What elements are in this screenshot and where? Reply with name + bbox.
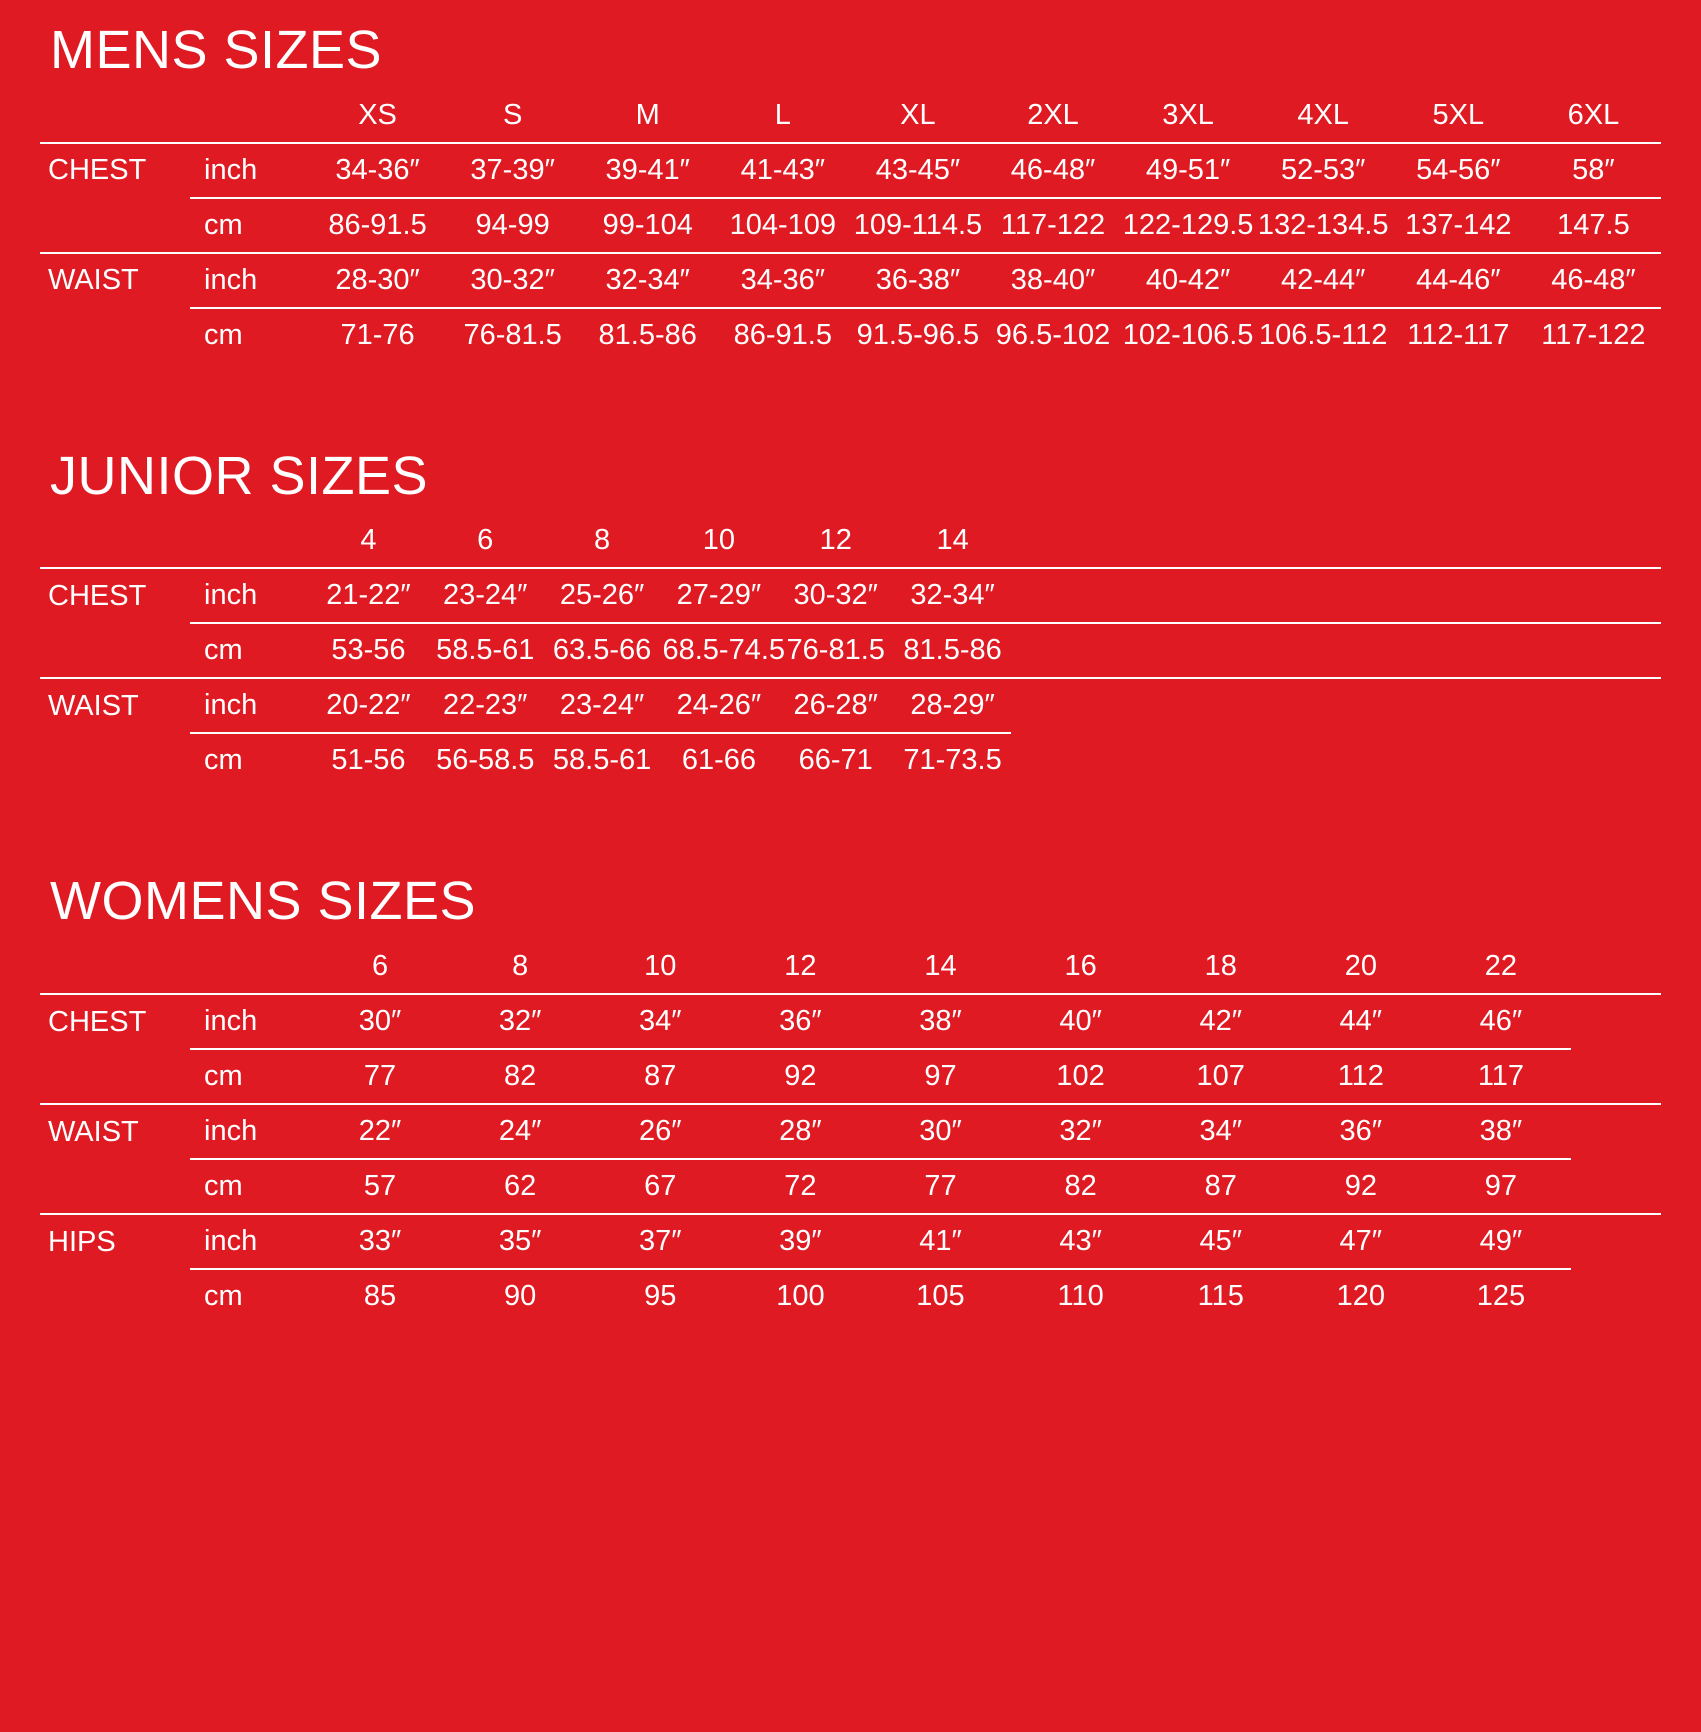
cell-value: 68.5-74.5 xyxy=(660,623,777,678)
size-header-14: 14 xyxy=(924,950,957,983)
cell-value: 45″ xyxy=(1151,1214,1291,1269)
table-row xyxy=(40,623,1661,678)
cell-value: 40-42″ xyxy=(1121,253,1256,308)
cell-value: 37-39″ xyxy=(445,143,580,198)
cell-value: 34″ xyxy=(590,994,730,1049)
cell-value: 94-99 xyxy=(445,198,580,253)
table-header-row xyxy=(40,514,1661,568)
cell-value: 105 xyxy=(870,1269,1010,1323)
size-header-6: 6 xyxy=(477,524,494,557)
cell-value: 34-36″ xyxy=(715,253,850,308)
cell-value: 109-114.5 xyxy=(850,198,985,253)
cell-value: 28-29″ xyxy=(894,678,1011,733)
row-label-chest: CHEST xyxy=(40,568,190,623)
cell-value: 76-81.5 xyxy=(445,308,580,362)
cell-value: 100 xyxy=(730,1269,870,1323)
cell-value: 67 xyxy=(590,1159,730,1214)
row-label-waist: WAIST xyxy=(40,1104,190,1159)
cell-value: 117 xyxy=(1431,1049,1571,1104)
cell-value: 117-122 xyxy=(985,198,1120,253)
size-header-m: M xyxy=(635,98,660,131)
cell-value: 35″ xyxy=(450,1214,590,1269)
cell-value: 42-44″ xyxy=(1256,253,1391,308)
cell-value: 26-28″ xyxy=(777,678,894,733)
table-junior-sizes xyxy=(40,514,1661,787)
cell-empty xyxy=(1191,568,1371,623)
row-unit-cm: cm xyxy=(190,733,310,787)
section-title-womens: WOMENS SIZES xyxy=(50,871,477,932)
cell-empty xyxy=(1551,568,1661,623)
cell-empty xyxy=(1571,1049,1661,1104)
section-mens-sizes xyxy=(40,22,1661,362)
size-header-s: S xyxy=(502,98,523,131)
cell-value: 46″ xyxy=(1431,994,1571,1049)
cell-value: 41″ xyxy=(870,1214,1010,1269)
row-label-empty xyxy=(40,1269,190,1323)
row-unit-cm: cm xyxy=(190,1049,310,1104)
cell-value: 62 xyxy=(450,1159,590,1214)
size-header-6: 6 xyxy=(371,950,389,983)
cell-value: 43″ xyxy=(1011,1214,1151,1269)
cell-value: 34″ xyxy=(1151,1104,1291,1159)
cell-value: 44″ xyxy=(1291,994,1431,1049)
row-unit-inch: inch xyxy=(190,1214,310,1269)
size-header-6xl: 6XL xyxy=(1567,98,1620,131)
cell-value: 36″ xyxy=(1291,1104,1431,1159)
section-junior-sizes xyxy=(40,445,1661,788)
size-header-l: L xyxy=(774,98,791,131)
row-unit-cm: cm xyxy=(190,1269,310,1323)
row-label-waist: WAIST xyxy=(40,678,190,733)
cell-value: 58″ xyxy=(1526,143,1661,198)
size-header-18: 18 xyxy=(1204,950,1237,983)
cell-value: 30-32″ xyxy=(445,253,580,308)
cell-empty xyxy=(1571,1104,1661,1159)
header-spacer-label xyxy=(40,514,190,568)
cell-value: 125 xyxy=(1431,1269,1571,1323)
cell-value: 47″ xyxy=(1291,1214,1431,1269)
cell-value: 92 xyxy=(730,1049,870,1104)
cell-value: 86-91.5 xyxy=(310,198,445,253)
table-row xyxy=(40,1269,1661,1323)
cell-value: 120 xyxy=(1291,1269,1431,1323)
cell-empty xyxy=(1371,623,1551,678)
cell-value: 46-48″ xyxy=(1526,253,1661,308)
cell-value: 102 xyxy=(1011,1049,1151,1104)
row-label-chest: CHEST xyxy=(40,143,190,198)
cell-value: 112 xyxy=(1291,1049,1431,1104)
header-spacer xyxy=(1371,514,1551,568)
header-spacer-label xyxy=(40,940,190,994)
row-label-empty xyxy=(40,308,190,362)
cell-value: 23-24″ xyxy=(544,678,661,733)
table-header-row xyxy=(40,940,1661,994)
cell-value: 36″ xyxy=(730,994,870,1049)
cell-empty xyxy=(1371,568,1551,623)
cell-value: 32″ xyxy=(450,994,590,1049)
cell-value: 87 xyxy=(1151,1159,1291,1214)
cell-value: 58.5-61 xyxy=(544,733,661,787)
cell-value: 39″ xyxy=(730,1214,870,1269)
row-unit-cm: cm xyxy=(190,1159,310,1214)
table-mens-sizes xyxy=(40,89,1661,362)
cell-empty xyxy=(1011,623,1191,678)
size-header-3xl: 3XL xyxy=(1162,98,1214,131)
table-row xyxy=(40,733,1661,787)
table-womens-sizes xyxy=(40,940,1661,1323)
cell-value: 85 xyxy=(310,1269,450,1323)
cell-empty xyxy=(1191,733,1371,787)
cell-value: 63.5-66 xyxy=(544,623,661,678)
cell-value: 122-129.5 xyxy=(1121,198,1256,253)
cell-value: 33″ xyxy=(310,1214,450,1269)
header-spacer-label xyxy=(40,89,190,143)
cell-value: 49-51″ xyxy=(1121,143,1256,198)
cell-empty xyxy=(1371,733,1551,787)
size-header-16: 16 xyxy=(1064,950,1097,983)
cell-value: 112-117 xyxy=(1391,308,1526,362)
header-spacer-unit xyxy=(190,514,310,568)
header-spacer-unit xyxy=(190,940,310,994)
table-row xyxy=(40,1159,1661,1214)
cell-value: 137-142 xyxy=(1391,198,1526,253)
table-header-row xyxy=(40,89,1661,143)
cell-value: 38″ xyxy=(1431,1104,1571,1159)
cell-value: 46-48″ xyxy=(985,143,1120,198)
cell-value: 82 xyxy=(450,1049,590,1104)
cell-value: 28″ xyxy=(730,1104,870,1159)
header-spacer xyxy=(1551,514,1661,568)
cell-value: 38-40″ xyxy=(985,253,1120,308)
table-row xyxy=(40,308,1661,362)
cell-value: 95 xyxy=(590,1269,730,1323)
cell-empty xyxy=(1191,623,1371,678)
row-unit-inch: inch xyxy=(190,1104,310,1159)
size-header-2xl: 2XL xyxy=(1027,98,1079,131)
cell-value: 42″ xyxy=(1151,994,1291,1049)
cell-value: 22″ xyxy=(310,1104,450,1159)
row-unit-inch: inch xyxy=(190,678,310,733)
section-gap xyxy=(40,787,1661,873)
cell-value: 57 xyxy=(310,1159,450,1214)
cell-value: 34-36″ xyxy=(310,143,445,198)
cell-value: 23-24″ xyxy=(427,568,544,623)
cell-empty xyxy=(1551,623,1661,678)
cell-empty xyxy=(1571,1214,1661,1269)
size-header-4xl: 4XL xyxy=(1297,98,1349,131)
cell-value: 147.5 xyxy=(1526,198,1661,253)
cell-value: 77 xyxy=(310,1049,450,1104)
row-unit-inch: inch xyxy=(190,568,310,623)
cell-value: 82 xyxy=(1011,1159,1151,1214)
size-header-10: 10 xyxy=(702,524,736,557)
table-row xyxy=(40,994,1661,1049)
cell-value: 53-56 xyxy=(310,623,427,678)
cell-value: 24-26″ xyxy=(660,678,777,733)
cell-value: 81.5-86 xyxy=(894,623,1011,678)
table-row xyxy=(40,568,1661,623)
size-header-4: 4 xyxy=(360,524,377,557)
cell-value: 21-22″ xyxy=(310,568,427,623)
cell-value: 96.5-102 xyxy=(985,308,1120,362)
row-label-chest: CHEST xyxy=(40,994,190,1049)
cell-value: 32-34″ xyxy=(894,568,1011,623)
cell-value: 41-43″ xyxy=(715,143,850,198)
cell-value: 30-32″ xyxy=(777,568,894,623)
cell-value: 97 xyxy=(1431,1159,1571,1214)
cell-value: 71-76 xyxy=(310,308,445,362)
cell-value: 36-38″ xyxy=(850,253,985,308)
row-unit-cm: cm xyxy=(190,198,310,253)
size-header-12: 12 xyxy=(784,950,817,983)
cell-empty xyxy=(1571,1269,1661,1323)
row-label-empty xyxy=(40,1159,190,1214)
cell-value: 44-46″ xyxy=(1391,253,1526,308)
table-row xyxy=(40,1049,1661,1104)
cell-empty xyxy=(1011,568,1191,623)
cell-value: 52-53″ xyxy=(1256,143,1391,198)
cell-value: 71-73.5 xyxy=(894,733,1011,787)
table-row xyxy=(40,198,1661,253)
table-row xyxy=(40,678,1661,733)
size-header-5xl: 5XL xyxy=(1432,98,1485,131)
cell-value: 87 xyxy=(590,1049,730,1104)
row-label-empty xyxy=(40,198,190,253)
header-spacer-unit xyxy=(190,89,310,143)
cell-value: 49″ xyxy=(1431,1214,1571,1269)
cell-value: 20-22″ xyxy=(310,678,427,733)
cell-value: 102-106.5 xyxy=(1121,308,1256,362)
cell-empty xyxy=(1551,678,1661,733)
size-header-xl: XL xyxy=(900,98,936,131)
row-label-empty xyxy=(40,623,190,678)
table-row xyxy=(40,143,1661,198)
row-unit-cm: cm xyxy=(190,308,310,362)
size-header-8: 8 xyxy=(512,950,529,983)
cell-value: 77 xyxy=(870,1159,1010,1214)
cell-empty xyxy=(1571,1159,1661,1214)
cell-empty xyxy=(1011,678,1191,733)
cell-value: 61-66 xyxy=(660,733,777,787)
cell-value: 39-41″ xyxy=(580,143,715,198)
cell-value: 58.5-61 xyxy=(427,623,544,678)
cell-value: 91.5-96.5 xyxy=(850,308,985,362)
cell-value: 30″ xyxy=(310,994,450,1049)
table-row xyxy=(40,253,1661,308)
row-label-empty xyxy=(40,733,190,787)
cell-value: 97 xyxy=(870,1049,1010,1104)
cell-value: 107 xyxy=(1151,1049,1291,1104)
header-spacer xyxy=(1191,514,1371,568)
cell-value: 56-58.5 xyxy=(427,733,544,787)
size-header-8: 8 xyxy=(594,524,611,557)
row-unit-inch: inch xyxy=(190,253,310,308)
section-title-mens: MENS SIZES xyxy=(50,20,383,80)
cell-value: 30″ xyxy=(870,1104,1010,1159)
cell-value: 32″ xyxy=(1011,1104,1151,1159)
cell-value: 110 xyxy=(1011,1269,1151,1323)
size-header-22: 22 xyxy=(1484,950,1518,983)
cell-value: 81.5-86 xyxy=(580,308,715,362)
cell-value: 38″ xyxy=(870,994,1010,1049)
cell-value: 51-56 xyxy=(310,733,427,787)
header-spacer xyxy=(1571,940,1661,994)
size-header-12: 12 xyxy=(819,524,852,557)
cell-value: 66-71 xyxy=(777,733,894,787)
table-row xyxy=(40,1104,1661,1159)
size-header-20: 20 xyxy=(1344,950,1377,983)
row-unit-inch: inch xyxy=(190,994,310,1049)
cell-value: 117-122 xyxy=(1526,308,1661,362)
cell-value: 28-30″ xyxy=(310,253,445,308)
cell-value: 90 xyxy=(450,1269,590,1323)
row-unit-inch: inch xyxy=(190,143,310,198)
cell-value: 26″ xyxy=(590,1104,730,1159)
cell-value: 115 xyxy=(1151,1269,1291,1323)
cell-empty xyxy=(1011,733,1191,787)
cell-value: 132-134.5 xyxy=(1256,198,1391,253)
size-header-10: 10 xyxy=(644,950,677,983)
section-womens-sizes xyxy=(40,873,1661,1323)
size-header-14: 14 xyxy=(936,524,969,557)
table-row xyxy=(40,1214,1661,1269)
row-unit-cm: cm xyxy=(190,623,310,678)
cell-empty xyxy=(1571,994,1661,1049)
cell-empty xyxy=(1551,733,1661,787)
cell-value: 72 xyxy=(730,1159,870,1214)
cell-value: 25-26″ xyxy=(544,568,661,623)
cell-value: 86-91.5 xyxy=(715,308,850,362)
cell-value: 24″ xyxy=(450,1104,590,1159)
cell-empty xyxy=(1371,678,1551,733)
cell-value: 32-34″ xyxy=(580,253,715,308)
cell-value: 106.5-112 xyxy=(1256,308,1391,362)
cell-value: 104-109 xyxy=(715,198,850,253)
cell-value: 40″ xyxy=(1011,994,1151,1049)
section-title-junior: JUNIOR SIZES xyxy=(50,445,429,506)
cell-value: 99-104 xyxy=(580,198,715,253)
cell-value: 76-81.5 xyxy=(777,623,894,678)
cell-value: 27-29″ xyxy=(660,568,777,623)
cell-value: 22-23″ xyxy=(427,678,544,733)
section-gap xyxy=(40,362,1661,448)
row-label-hips: HIPS xyxy=(40,1214,190,1269)
header-spacer xyxy=(1011,514,1191,568)
size-header-xs: XS xyxy=(358,98,397,131)
cell-value: 92 xyxy=(1291,1159,1431,1214)
cell-value: 54-56″ xyxy=(1391,143,1526,198)
cell-value: 43-45″ xyxy=(850,143,985,198)
row-label-empty xyxy=(40,1049,190,1104)
cell-empty xyxy=(1191,678,1371,733)
row-label-waist: WAIST xyxy=(40,253,190,308)
cell-value: 37″ xyxy=(590,1214,730,1269)
